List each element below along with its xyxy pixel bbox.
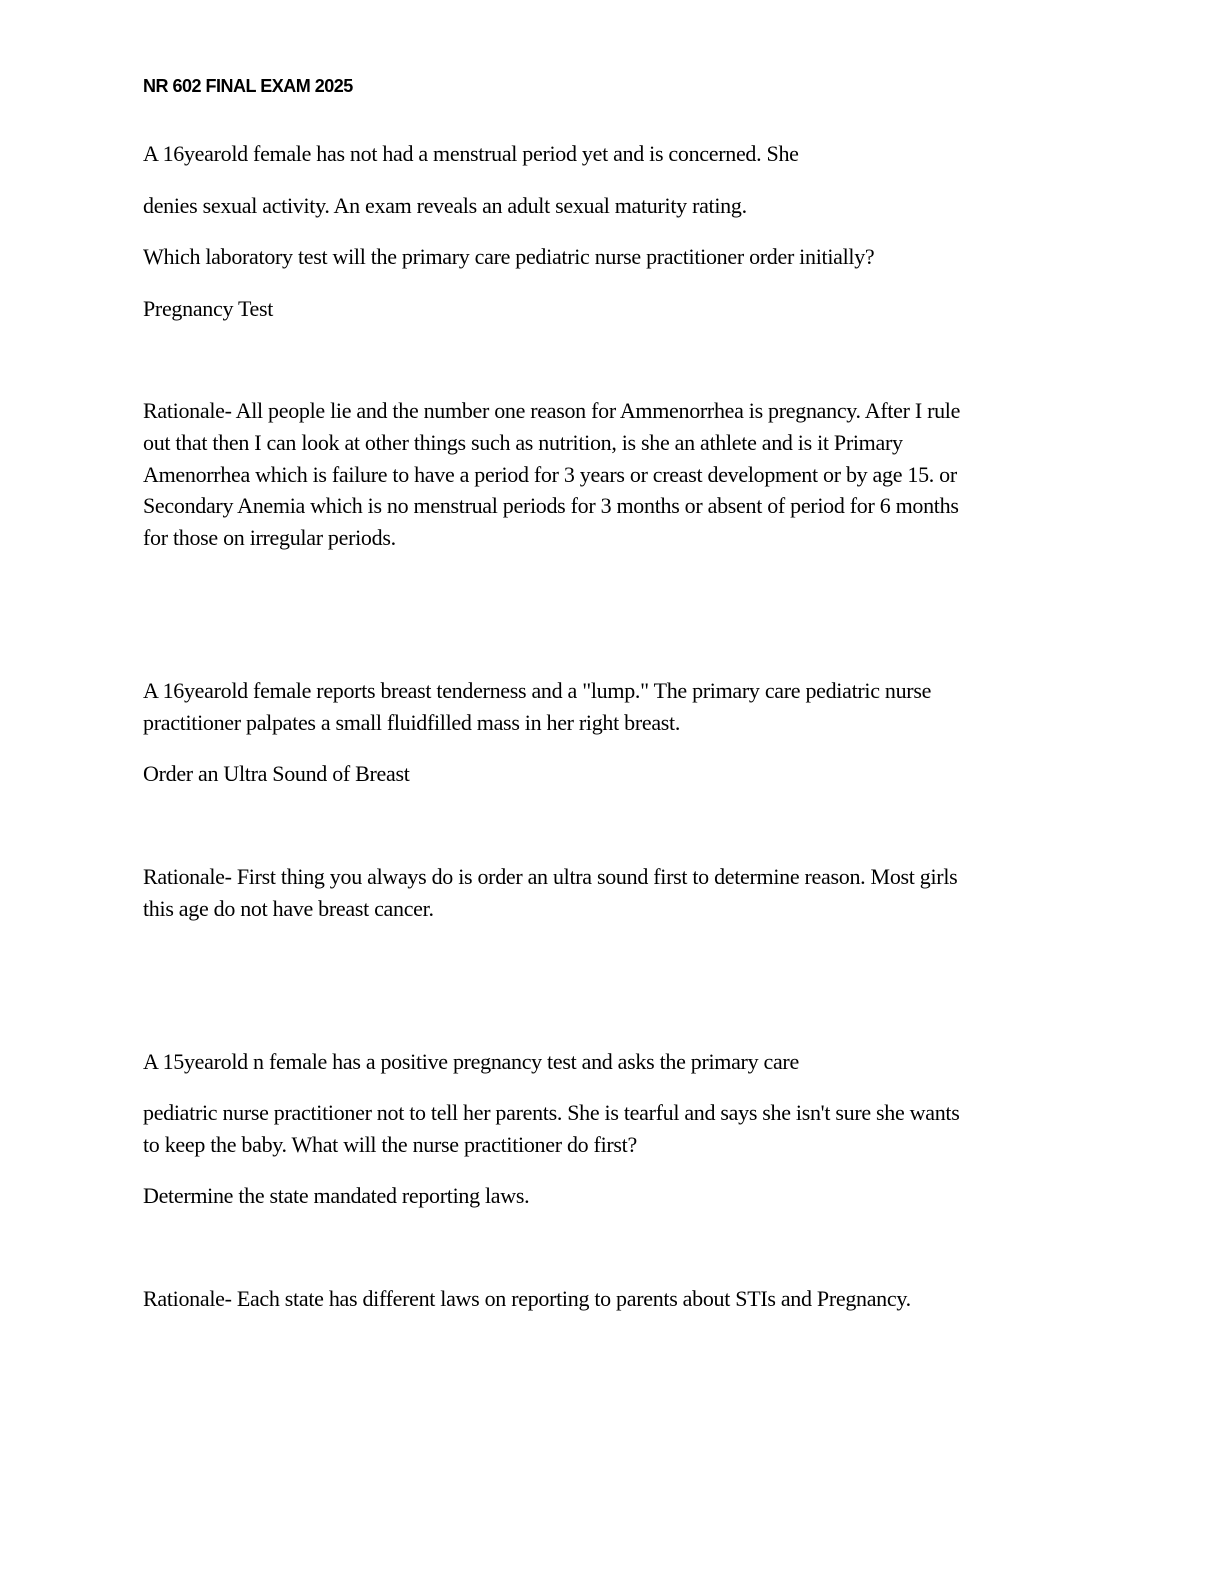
q1-answer: Pregnancy Test bbox=[143, 296, 274, 321]
q3-question-line-1: A 15yearold n female has a positive pregnancy test and asks the primary care bbox=[143, 1049, 799, 1074]
q2-question-line-2: practitioner palpates a small fluidfilled mass in her right breast. bbox=[143, 710, 681, 735]
q1-rationale-line-5: for those on irregular periods. bbox=[143, 525, 396, 550]
q2-answer: Order an Ultra Sound of Breast bbox=[143, 761, 410, 786]
q1-question-line-2: denies sexual activity. An exam reveals an adult sexual maturity rating. bbox=[143, 193, 747, 218]
q2-rationale-line-1: Rationale- First thing you always do is order an ultra sound first to determine reason. Most girls bbox=[143, 864, 958, 889]
q3-question-line-3: to keep the baby. What will the nurse practitioner do first? bbox=[143, 1132, 637, 1157]
q1-question-line-1: A 16yearold female has not had a menstrual period yet and is concerned. She bbox=[143, 141, 799, 166]
q3-answer: Determine the state mandated reporting laws. bbox=[143, 1183, 530, 1208]
q1-rationale-line-4: Secondary Anemia which is no menstrual periods for 3 months or absent of period for 6 months bbox=[143, 493, 959, 518]
q1-rationale-line-2: out that then I can look at other things such as nutrition, is she an athlete and is it Primary bbox=[143, 430, 903, 455]
q1-question-line-3: Which laboratory test will the primary care pediatric nurse practitioner order initially? bbox=[143, 244, 875, 269]
q1-rationale-line-3: Amenorrhea which is failure to have a period for 3 years or creast development or by age 15. or bbox=[143, 462, 957, 487]
q1-rationale-line-1: Rationale- All people lie and the number one reason for Ammenorrhea is pregnancy. After I rule bbox=[143, 398, 961, 423]
document-title: NR 602 FINAL EXAM 2025 bbox=[143, 76, 353, 96]
q2-rationale-line-2: this age do not have breast cancer. bbox=[143, 896, 434, 921]
q2-question-line-1: A 16yearold female reports breast tenderness and a "lump." The primary care pediatric nurse bbox=[143, 678, 932, 703]
q3-rationale: Rationale- Each state has different laws on reporting to parents about STIs and Pregnancy. bbox=[143, 1286, 911, 1311]
q3-question-line-2: pediatric nurse practitioner not to tell her parents. She is tearful and says she isn't sure she wants bbox=[143, 1100, 960, 1125]
